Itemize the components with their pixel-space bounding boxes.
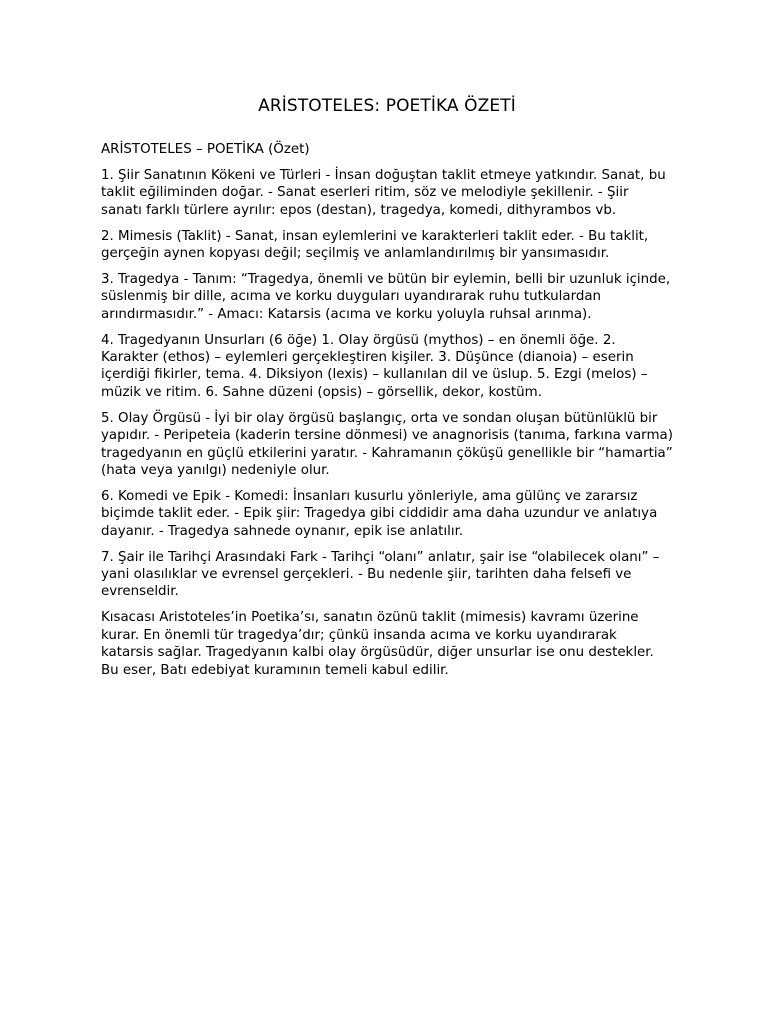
paragraph-komedi-ve-epik: 6. Komedi ve Epik - Komedi: İnsanları kusurlu yönleriyle, ama gülünç ve zararsız biçimde taklit eder. - Epik şiir: Tragedya gibi ciddidir ama daha uzundur ve anlatıya dayanır. - Tragedya sahnede oynanır, epik ise anlatılır.	[101, 488, 658, 539]
document-title: ARİSTOTELES: POETİKA ÖZETİ	[258, 96, 516, 116]
paragraph-mimesis: 2. Mimesis (Taklit) - Sanat, insan eylemlerini ve karakterleri taklit eder. - Bu taklit, gerçeğin aynen kopyası değil; seçilmiş ve anlamlandırılmış bir yansımasıdır.	[101, 228, 649, 262]
paragraph-olay-orgusu: 5. Olay Örgüsü - İyi bir olay örgüsü başlangıç, orta ve sondan oluşan bütünlüklü bir yapıdır. - Peripeteia (kaderin tersine dönmesi) ve anagnorisis (tanıma, farkına varma) tragedyanın en güçlü etkilerini yaratır. - Kahramanın çöküşü genellikle bir “hamartia” (hata veya yanılgı) nedeniyle olur.	[101, 410, 673, 478]
paragraph-sair-ve-tarihci: 7. Şair ile Tarihçi Arasındaki Fark - Tarihçi “olanı” anlatır, şair ise “olabilecek olanı” – yani olasılıklar ve evrensel gerçekleri. - Bu nedenle şiir, tarihten daha felsefi ve evrenseldir.	[101, 549, 660, 600]
paragraph-kokeni-ve-turleri: 1. Şiir Sanatının Kökeni ve Türleri - İnsan doğuştan taklit etmeye yatkındır. Sanat, bu taklit eğiliminden doğar. - Sanat eserleri ritim, söz ve melodiyle şekillenir. - Şiir sanatı farklı türlere ayrılır: epos (destan), tragedya, komedi, dithyrambos vb.	[101, 167, 666, 218]
paragraph-tragedya: 3. Tragedya - Tanım: “Tragedya, önemli ve bütün bir eylemin, belli bir uzunluk içinde, süslenmiş bir dille, acıma ve korku duyguları uyandırarak ruhu tutkulardan arındırmasıdır.” - Amacı: Katarsis (acıma ve korku yoluyla ruhsal arınma).	[101, 271, 671, 322]
paragraph-sonuc: Kısacası Aristoteles’in Poetika’sı, sanatın özünü taklit (mimesis) kavramı üzerine kurar. En önemli tür tragedya’dır; çünkü insanda acıma ve korku uyandırarak katarsis sağlar. Tragedyanın kalbi olay örgüsüdür, diğer unsurlar ise onu destekler. Bu eser, Batı edebiyat kuramının temeli kabul edilir.	[101, 610, 654, 678]
document-page	[101, 95, 673, 687]
paragraph-unsurlar: 4. Tragedyanın Unsurları (6 öğe) 1. Olay örgüsü (mythos) – en önemli öğe. 2. Karakter (ethos) – eylemleri gerçekleştiren kişiler. 3. Düşünce (dianoia) – eserin içerdiği fikirler, tema. 4. Diksiyon (lexis) – kullanılan dil ve üslup. 5. Ezgi (melos) – müzik ve ritim. 6. Sahne düzeni (opsis) – görsellik, dekor, kostüm.	[101, 332, 648, 400]
document-subtitle: ARİSTOTELES – POETİKA (Özet)	[101, 142, 310, 157]
